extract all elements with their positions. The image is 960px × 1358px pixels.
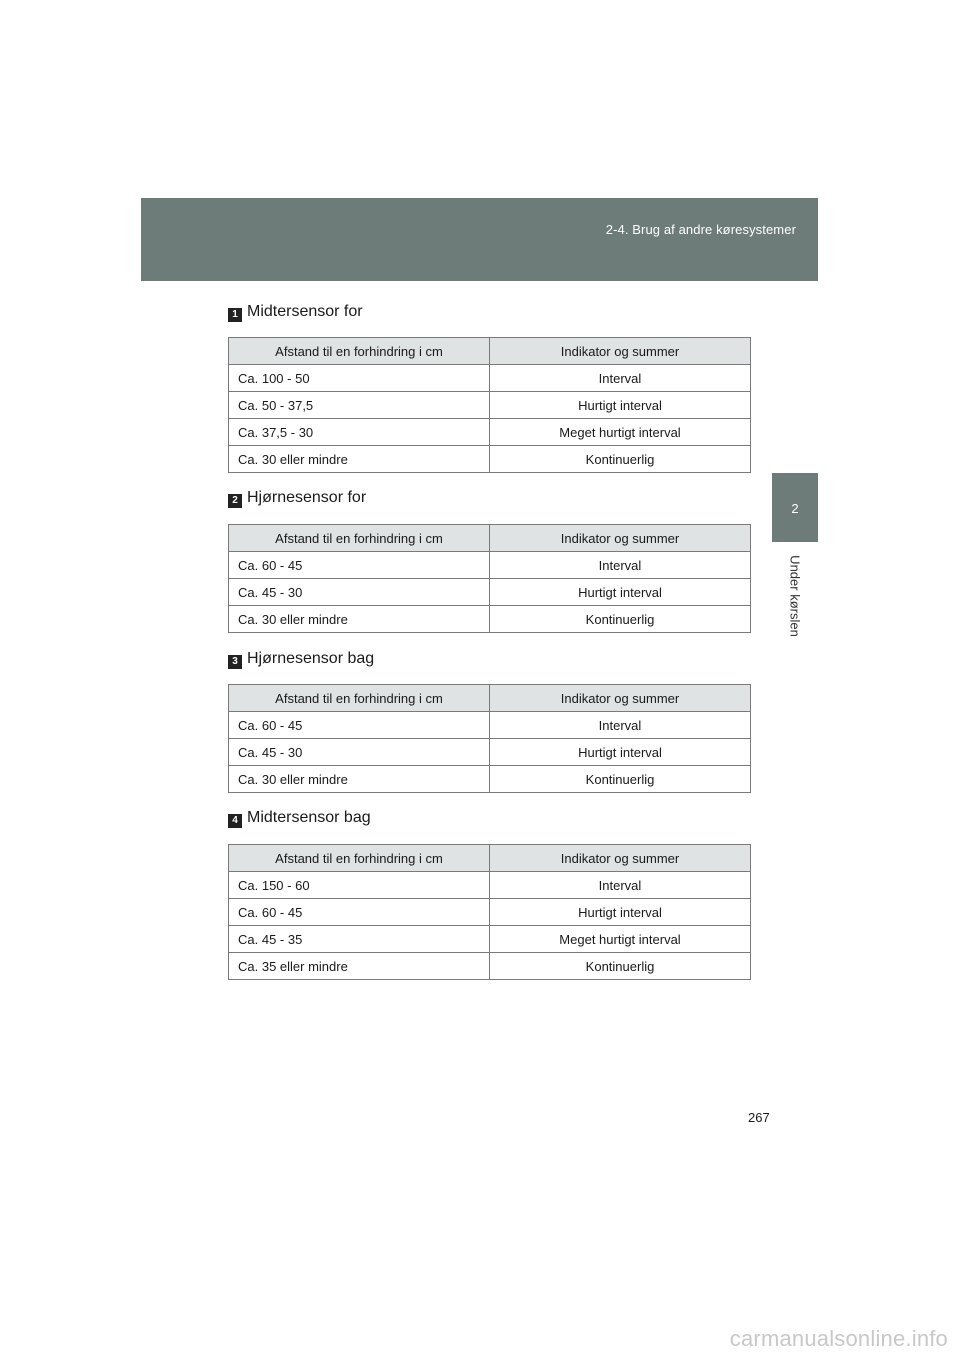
- section-heading: [228, 811, 750, 833]
- section-midtersensor-bag: [228, 811, 750, 980]
- table-row: [229, 419, 751, 446]
- header-distance: Afstand til en forhindring i cm: [229, 338, 490, 365]
- table-row: [229, 712, 751, 739]
- chapter-side-tab: [772, 473, 818, 542]
- section-title: Hjørnesensor for: [247, 489, 367, 506]
- table-row: [229, 899, 751, 926]
- section-hjoernesensor-for: [228, 491, 750, 633]
- distance-table: [228, 337, 751, 473]
- indicator-cell: Interval: [490, 712, 751, 739]
- indicator-cell: Meget hurtigt interval: [490, 926, 751, 953]
- table-header-row: [229, 845, 751, 872]
- table-row: [229, 579, 751, 606]
- distance-table: [228, 684, 751, 793]
- indicator-cell: Meget hurtigt interval: [490, 419, 751, 446]
- section-heading: [228, 652, 750, 674]
- indicator-cell: Hurtigt interval: [490, 392, 751, 419]
- number-badge: 4: [228, 814, 242, 828]
- distance-cell: Ca. 45 - 30: [229, 739, 490, 766]
- distance-cell: Ca. 37,5 - 30: [229, 419, 490, 446]
- distance-cell: Ca. 150 - 60: [229, 872, 490, 899]
- distance-cell: Ca. 100 - 50: [229, 365, 490, 392]
- distance-cell: Ca. 60 - 45: [229, 712, 490, 739]
- number-badge: 3: [228, 655, 242, 669]
- indicator-cell: Kontinuerlig: [490, 606, 751, 633]
- indicator-cell: Hurtigt interval: [490, 739, 751, 766]
- table-row: [229, 365, 751, 392]
- table-header-row: [229, 685, 751, 712]
- indicator-cell: Hurtigt interval: [490, 899, 751, 926]
- chapter-title: 2-4. Brug af andre køresystemer: [605, 222, 796, 237]
- distance-cell: Ca. 30 eller mindre: [229, 446, 490, 473]
- watermark: carmanualsonline.info: [729, 1326, 948, 1351]
- table-header-row: [229, 338, 751, 365]
- section-heading: [228, 305, 750, 327]
- indicator-cell: Hurtigt interval: [490, 579, 751, 606]
- section-midtersensor-for: [228, 305, 750, 473]
- distance-cell: Ca. 30 eller mindre: [229, 606, 490, 633]
- indicator-cell: Kontinuerlig: [490, 446, 751, 473]
- table-row: [229, 872, 751, 899]
- header-distance: Afstand til en forhindring i cm: [229, 685, 490, 712]
- section-heading: [228, 491, 750, 513]
- section-title: Midtersensor for: [247, 303, 363, 320]
- number-badge: 2: [228, 494, 242, 508]
- indicator-cell: Interval: [490, 552, 751, 579]
- chapter-number: 2: [791, 501, 799, 516]
- page-number: 267: [748, 1110, 770, 1125]
- header-indicator: Indikator og summer: [490, 338, 751, 365]
- distance-cell: Ca. 45 - 35: [229, 926, 490, 953]
- table-row: [229, 766, 751, 793]
- distance-table: [228, 844, 751, 980]
- header-indicator: Indikator og summer: [490, 525, 751, 552]
- indicator-cell: Kontinuerlig: [490, 953, 751, 980]
- table-row: [229, 552, 751, 579]
- table-header-row: [229, 525, 751, 552]
- header-indicator: Indikator og summer: [490, 845, 751, 872]
- chapter-header: [141, 198, 818, 281]
- number-badge: 1: [228, 308, 242, 322]
- distance-cell: Ca. 50 - 37,5: [229, 392, 490, 419]
- table-row: [229, 446, 751, 473]
- section-hjoernesensor-bag: [228, 652, 750, 793]
- table-row: [229, 606, 751, 633]
- indicator-cell: Interval: [490, 365, 751, 392]
- distance-table: [228, 524, 751, 633]
- table-row: [229, 392, 751, 419]
- chapter-side-label: Under kørslen: [787, 555, 803, 637]
- indicator-cell: Interval: [490, 872, 751, 899]
- header-distance: Afstand til en forhindring i cm: [229, 845, 490, 872]
- distance-cell: Ca. 60 - 45: [229, 552, 490, 579]
- table-row: [229, 926, 751, 953]
- distance-cell: Ca. 30 eller mindre: [229, 766, 490, 793]
- section-title: Midtersensor bag: [247, 809, 371, 826]
- distance-cell: Ca. 35 eller mindre: [229, 953, 490, 980]
- indicator-cell: Kontinuerlig: [490, 766, 751, 793]
- table-row: [229, 739, 751, 766]
- table-row: [229, 953, 751, 980]
- distance-cell: Ca. 60 - 45: [229, 899, 490, 926]
- header-distance: Afstand til en forhindring i cm: [229, 525, 490, 552]
- distance-cell: Ca. 45 - 30: [229, 579, 490, 606]
- header-indicator: Indikator og summer: [490, 685, 751, 712]
- section-title: Hjørnesensor bag: [247, 650, 375, 667]
